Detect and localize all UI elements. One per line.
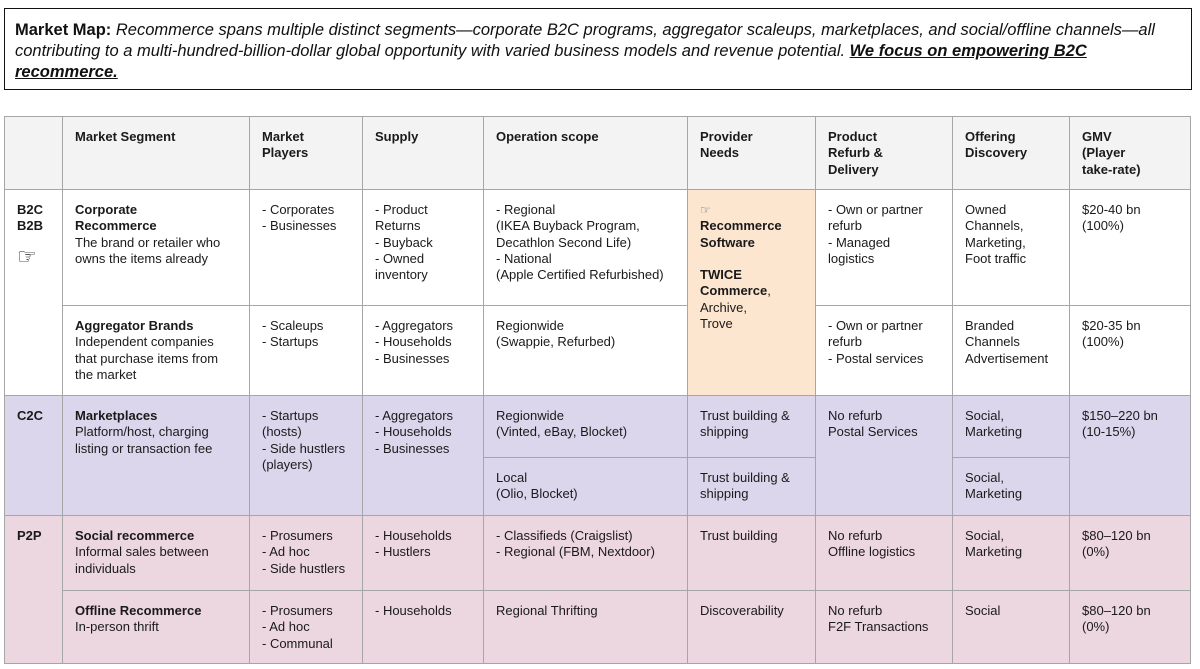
header-cell: Market Players <box>250 117 363 190</box>
category-label: P2P <box>5 516 63 664</box>
supply-cell: - Product Returns - Buyback - Owned inventory <box>363 190 484 306</box>
market-map-table <box>4 116 1191 664</box>
header-cell: Market Segment <box>63 117 250 190</box>
header-cell: Product Refurb & Delivery <box>816 117 953 190</box>
segment-title: Social recommerce <box>75 528 195 543</box>
provider-needs-cell: Trust building <box>688 516 816 591</box>
gmv-cell: $20-35 bn (100%) <box>1070 306 1191 396</box>
header-cell: Provider Needs <box>688 117 816 190</box>
scope-cell: Regionwide (Vinted, eBay, Blocket) <box>484 396 688 458</box>
scope-cell: Regionwide (Swappie, Refurbed) <box>484 306 688 396</box>
table-row <box>5 306 1191 396</box>
segment-cell <box>63 591 250 664</box>
header-cell: GMV (Player take-rate) <box>1070 117 1191 190</box>
provider-needs-cell: Trust building & shipping <box>688 458 816 516</box>
scope-cell: - Classifieds (Craigslist) - Regional (FBM, Nextdoor) <box>484 516 688 591</box>
discovery-cell: Branded Channels Advertisement <box>953 306 1070 396</box>
refurb-cell: No refurb Offline logistics <box>816 516 953 591</box>
supply-cell: - Households <box>363 591 484 664</box>
discovery-cell: Social, Marketing <box>953 396 1070 458</box>
segment-desc: The brand or retailer who owns the items already <box>75 234 221 266</box>
refurb-cell: - Own or partner refurb - Managed logistics <box>816 190 953 306</box>
pointing-hand-icon: ☞ <box>700 203 711 217</box>
segment-cell <box>63 190 250 306</box>
players-cell: - Startups (hosts) - Side hustlers (players) <box>250 396 363 516</box>
players-cell: - Prosumers - Ad hoc - Communal <box>250 591 363 664</box>
refurb-cell: No refurb Postal Services <box>816 396 953 516</box>
players-cell: - Scaleups - Startups <box>250 306 363 396</box>
segment-title: Marketplaces <box>75 408 158 423</box>
discovery-cell: Social, Marketing <box>953 516 1070 591</box>
header-row <box>5 117 1191 190</box>
discovery-cell: Owned Channels, Marketing, Foot traffic <box>953 190 1070 306</box>
provider-title: Recommerce Software <box>700 218 782 250</box>
provider-brand: TWICE Commerce <box>700 267 768 299</box>
supply-cell: - Households - Hustlers <box>363 516 484 591</box>
provider-needs-cell: Trust building & shipping <box>688 396 816 458</box>
category-cell <box>5 190 63 396</box>
scope-cell: Regional Thrifting <box>484 591 688 664</box>
refurb-cell: No refurb F2F Transactions <box>816 591 953 664</box>
players-cell: - Prosumers - Ad hoc - Side hustlers <box>250 516 363 591</box>
title-lead: Market Map: <box>15 21 112 39</box>
segment-cell <box>63 516 250 591</box>
provider-needs-cell <box>688 190 816 396</box>
header-cell: Operation scope <box>484 117 688 190</box>
table-row <box>5 516 1191 591</box>
segment-desc: Independent companies that purchase items from the market <box>75 334 219 382</box>
provider-needs-cell: Discoverability <box>688 591 816 664</box>
header-cell <box>5 117 63 190</box>
segment-title: Offline Recommerce <box>75 603 202 618</box>
gmv-cell: $20-40 bn (100%) <box>1070 190 1191 306</box>
segment-desc: In-person thrift <box>75 619 159 635</box>
segment-desc: Informal sales between individuals <box>75 544 209 576</box>
discovery-cell: Social, Marketing <box>953 458 1070 516</box>
table-row <box>5 591 1191 664</box>
category-label: C2C <box>5 396 63 516</box>
table-row <box>5 190 1191 306</box>
gmv-cell: $80–120 bn (0%) <box>1070 516 1191 591</box>
gmv-cell: $150–220 bn (10-15%) <box>1070 396 1191 516</box>
pointing-hand-icon: ☞ <box>17 243 37 269</box>
scope-cell: - Regional (IKEA Buyback Program, Decathlon Second Life) - National (Apple Certified Refurbished) <box>484 190 688 306</box>
refurb-cell: - Own or partner refurb - Postal services <box>816 306 953 396</box>
segment-cell <box>63 306 250 396</box>
supply-cell: - Aggregators - Households - Businesses <box>363 306 484 396</box>
supply-cell: - Aggregators - Households - Businesses <box>363 396 484 516</box>
segment-cell <box>63 396 250 516</box>
title-focus: We focus on empowering B2C recommerce. <box>15 42 1087 81</box>
header-cell: Supply <box>363 117 484 190</box>
gmv-cell: $80–120 bn (0%) <box>1070 591 1191 664</box>
provider-others: , Archive, Trove <box>700 283 771 332</box>
discovery-cell: Social <box>953 591 1070 664</box>
players-cell: - Corporates - Businesses <box>250 190 363 306</box>
title-body: Recommerce spans multiple distinct segments—corporate B2C programs, aggregator scaleups, marketplaces, and social/offline channels—all contributing to a multi-hundred-billion-dollar global opportunity with varied business models and revenue potential. <box>15 21 1155 60</box>
scope-cell: Local (Olio, Blocket) <box>484 458 688 516</box>
category-label: B2C B2B <box>17 202 44 234</box>
segment-title: Corporate Recommerce <box>75 202 157 234</box>
header-cell: Offering Discovery <box>953 117 1070 190</box>
table-row <box>5 396 1191 458</box>
title-text <box>15 20 1191 83</box>
title-box <box>4 8 1192 90</box>
segment-desc: Platform/host, charging listing or transaction fee <box>75 424 213 456</box>
segment-title: Aggregator Brands <box>75 318 194 333</box>
